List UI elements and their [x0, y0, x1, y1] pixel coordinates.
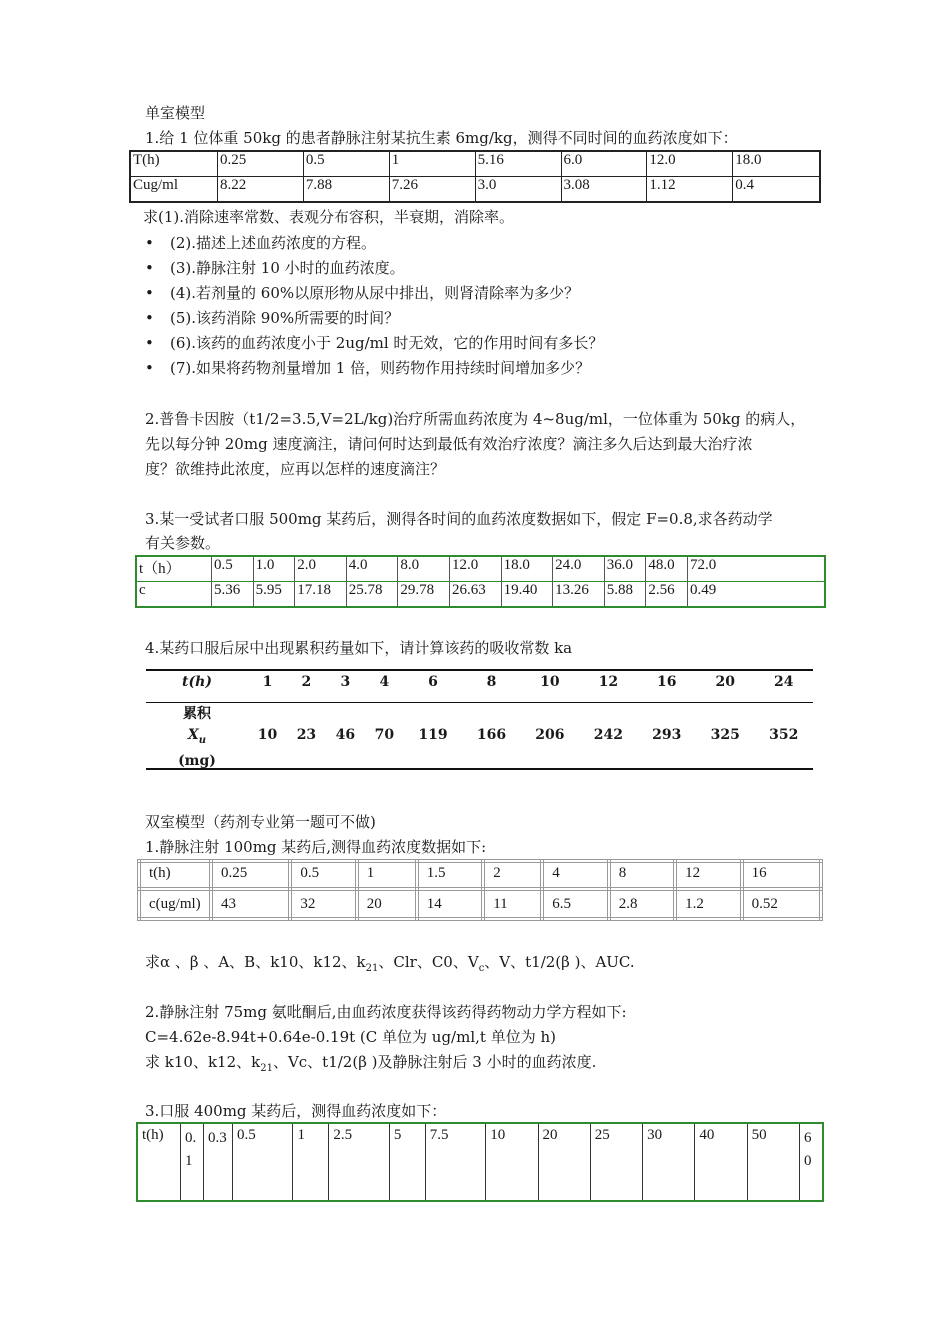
table-rule-top [146, 669, 813, 671]
list-item-text: (4).若剂量的 60%以原形物从尿中排出，则肾清除率为多少？ [170, 284, 580, 302]
table-cell: 72.0 [688, 556, 826, 582]
table-cell: 25 [590, 1123, 642, 1201]
table-cell: 8.22 [218, 177, 304, 203]
table-cell: 242 [593, 726, 623, 743]
table-label: (mg) [178, 752, 216, 769]
table-cell: 0.5 [212, 556, 254, 582]
list-item-text: (3).静脉注射 10 小时的血药浓度。 [170, 259, 405, 277]
table-cell: 29.78 [398, 582, 450, 608]
question-1-double: 1.静脉注射 100mg 某药后,测得血药浓度数据如下: [145, 838, 487, 856]
table-cell: 325 [710, 726, 740, 743]
table-row [130, 177, 820, 203]
table-cell: 8 [486, 674, 497, 690]
table-cell: 1 [389, 151, 475, 177]
table-cell: 30 [643, 1123, 695, 1201]
table-cell: 17.18 [295, 582, 347, 608]
table-cell: 4 [379, 674, 390, 690]
table-cell: 1 [293, 1123, 329, 1201]
table-cell: 60 [804, 1130, 812, 1169]
table-cell: 5 [389, 1123, 425, 1201]
question-2-line: 先以每分钟 20mg 速度滴注，请问何时达到最低有效治疗浓度？滴注多久后达到最大治疗浓 [145, 435, 753, 453]
list-item-text: (7).如果将药物剂量增加 1 倍，则药物作用持续时间增加多少？ [170, 359, 591, 377]
question-3-line: 3.某一受试者口服 500mg 某药后，测得各时间的血药浓度数据如下，假定 F=0.8,求各药动学 [145, 510, 773, 528]
table-concentration-2 [135, 555, 826, 608]
table-label: 累积 [183, 706, 211, 722]
table-cell: 11 [483, 889, 542, 919]
list-item [145, 358, 590, 378]
table-cell: 6.0 [561, 151, 647, 177]
section-heading-double: 双室模型（药剂专业第一题可不做) [145, 813, 376, 831]
table-cell: 70 [374, 726, 395, 743]
table-cumulative-urine [146, 669, 813, 770]
table-cell: 10 [486, 1123, 538, 1201]
ask-subscript: c [478, 963, 485, 974]
table-cell: 4.0 [346, 556, 398, 582]
table-concentration-4 [136, 1122, 824, 1202]
table-cell: 2.56 [646, 582, 688, 608]
table-row [136, 582, 825, 608]
table-cell: 18.0 [733, 151, 820, 177]
table-cell: 1 [357, 861, 417, 889]
table-cell: c [136, 582, 212, 608]
table-cell: 26.63 [449, 582, 501, 608]
ask-text: 求 k10、k12、k [145, 1053, 261, 1071]
question-2-line: 2.普鲁卡因胺（t1/2=3.5,V=2L/kg)治疗所需血药浓度为 4~8ug/ml，一位体重为 50kg 的病人， [145, 410, 806, 428]
table-cell: 23 [296, 726, 317, 743]
table-cell: 2.5 [329, 1123, 389, 1201]
list-item-text: (5).该药消除 90%所需要的时间？ [170, 309, 400, 327]
list-item [145, 308, 399, 328]
table-cell: t(h) [182, 674, 212, 690]
table-cell: 0.5 [233, 1123, 293, 1201]
table-cell: 0.49 [688, 582, 826, 608]
question-3-line: 有关参数。 [145, 534, 221, 552]
table-cell: 2.0 [295, 556, 347, 582]
table-cell: 7.88 [303, 177, 389, 203]
table-cell: 2.8 [609, 889, 675, 919]
ask-text: 、Clr、C0、V [378, 953, 479, 971]
table-cell: 48.0 [646, 556, 688, 582]
table-cell: 43 [211, 889, 290, 919]
table-label [146, 725, 248, 751]
ask-subscript: 21 [365, 963, 379, 974]
table-cell: t(h) [139, 861, 211, 889]
table-row [146, 698, 813, 772]
ask-text: 求α 、β 、A、B、k10、k12、k [145, 953, 366, 971]
table-cell: 12.0 [647, 151, 733, 177]
table-row [139, 889, 821, 919]
table-cell: 7.5 [425, 1123, 485, 1201]
ask-text: 、V、t1/2(β )、AUC. [484, 953, 635, 971]
table-cell: 25.78 [346, 582, 398, 608]
table-cell: 2 [301, 674, 312, 690]
bullet-icon: • [145, 359, 154, 377]
table-cell: 12.0 [449, 556, 501, 582]
table-cell: 5.36 [212, 582, 254, 608]
bullet-icon: • [145, 259, 154, 277]
bullet-icon: • [145, 284, 154, 302]
table-cell: 0.3 [204, 1123, 233, 1201]
table-cell: 46 [335, 726, 356, 743]
table-grid [146, 674, 813, 772]
table-row [139, 861, 821, 889]
table-cell: 3.08 [561, 177, 647, 203]
table-cell: Cug/ml [130, 177, 218, 203]
question-4: 4.某药口服后尿中出现累积药量如下，请计算该药的吸收常数 ka [145, 639, 573, 657]
table-cell: 12 [675, 861, 741, 889]
table-cell: 14 [417, 889, 483, 919]
list-item-text: (2).描述上述血药浓度的方程。 [170, 234, 377, 252]
table-row [130, 151, 820, 177]
table-cell: 5.95 [253, 582, 295, 608]
table-label-subscript: u [198, 734, 207, 746]
table-concentration-1 [129, 150, 821, 203]
table-cell: 13.26 [553, 582, 605, 608]
table-cell: 1.12 [647, 177, 733, 203]
table-cell: 3.0 [475, 177, 561, 203]
table-cell: 2 [483, 861, 542, 889]
list-item [145, 258, 405, 278]
table-cell: 206 [535, 726, 565, 743]
table-cell: 119 [418, 726, 448, 743]
table-cell: 0.1 [181, 1123, 204, 1201]
table-cell: 20 [715, 674, 735, 690]
table-cell: 40 [695, 1123, 747, 1201]
table-cell: 19.40 [501, 582, 553, 608]
table-cell: 8.0 [398, 556, 450, 582]
question-2-line: 度？欲维持此浓度，应再以怎样的速度滴注？ [145, 460, 446, 478]
question-1: 1.给 1 位体重 50kg 的患者静脉注射某抗生素 6mg/kg，测得不同时间的血药浓度如下： [145, 129, 738, 147]
table-cell: 1.5 [417, 861, 483, 889]
table-row [146, 674, 813, 698]
table-label-symbol: X [187, 727, 199, 743]
table-cell: 1.2 [675, 889, 741, 919]
table-cell: 50 [747, 1123, 799, 1201]
table-cell: 10 [540, 674, 560, 690]
question-1-ask: 求(1).消除速率常数、表观分布容积，半衰期，消除率。 [143, 208, 515, 226]
bullet-icon: • [145, 234, 154, 252]
table-cell: 36.0 [604, 556, 646, 582]
table-cell: 0.5 [303, 151, 389, 177]
table-cell: 0.52 [742, 889, 821, 919]
table-cell: 20 [357, 889, 417, 919]
section-heading-single: 单室模型 [145, 104, 206, 122]
table-cell: 8 [609, 861, 675, 889]
ask-text: 、Vc、t1/2(β )及静脉注射后 3 小时的血药浓度. [272, 1053, 597, 1071]
table-cell: 5.16 [475, 151, 561, 177]
table-concentration-3 [137, 859, 823, 921]
table-cell: 32 [290, 889, 356, 919]
table-cell: 24.0 [553, 556, 605, 582]
list-item [145, 333, 603, 353]
table-cell: t(h) [137, 1123, 181, 1201]
table-cell: 0.25 [211, 861, 290, 889]
table-cell: 0.5 [290, 861, 356, 889]
table-cell: 6.5 [542, 889, 608, 919]
list-item [145, 283, 579, 303]
table-cell: 166 [476, 726, 507, 743]
table-cell: 1.0 [253, 556, 295, 582]
question-3-double: 3.口服 400mg 某药后，测得血药浓度如下： [145, 1102, 447, 1120]
question-2-double-ask [145, 1052, 596, 1079]
table-cell: T(h) [130, 151, 218, 177]
table-row [136, 556, 825, 582]
table-cell: 293 [652, 726, 682, 743]
table-cell: 24 [773, 674, 794, 690]
list-item [145, 233, 376, 253]
table-cell [146, 698, 248, 772]
ask-subscript: 21 [260, 1063, 273, 1074]
table-row [137, 1123, 823, 1201]
table-cell: 16 [742, 861, 821, 889]
table-cell: 1 [262, 674, 273, 690]
table-cell: 3 [340, 674, 351, 690]
question-1-double-ask [145, 952, 635, 979]
table-cell: 7.26 [389, 177, 475, 203]
question-2-equation: C=4.62e-8.94t+0.64e-0.19t (C 单位为 ug/ml,t 单位为 h) [145, 1028, 556, 1046]
table-cell: 4 [542, 861, 608, 889]
bullet-icon: • [145, 334, 154, 352]
table-cell: 352 [769, 726, 799, 743]
table-cell: 10 [257, 726, 278, 743]
list-item-text: (6).该药的血药浓度小于 2ug/ml 时无效，它的作用时间有多长？ [170, 334, 604, 352]
bullet-icon: • [145, 309, 154, 327]
table-cell: 18.0 [501, 556, 553, 582]
question-2-double: 2.静脉注射 75mg 氨吡酮后,由血药浓度获得该药得药物动力学方程如下: [145, 1003, 627, 1021]
table-cell: 0.4 [733, 177, 820, 203]
table-cell: t（h） [136, 556, 212, 582]
table-cell: c(ug/ml) [139, 889, 211, 919]
table-cell: 12 [598, 674, 619, 690]
table-cell: 16 [657, 674, 677, 690]
table-cell: 0.25 [218, 151, 304, 177]
table-cell: 5.88 [604, 582, 646, 608]
table-cell: 6 [428, 674, 438, 690]
table-cell: 20 [538, 1123, 590, 1201]
